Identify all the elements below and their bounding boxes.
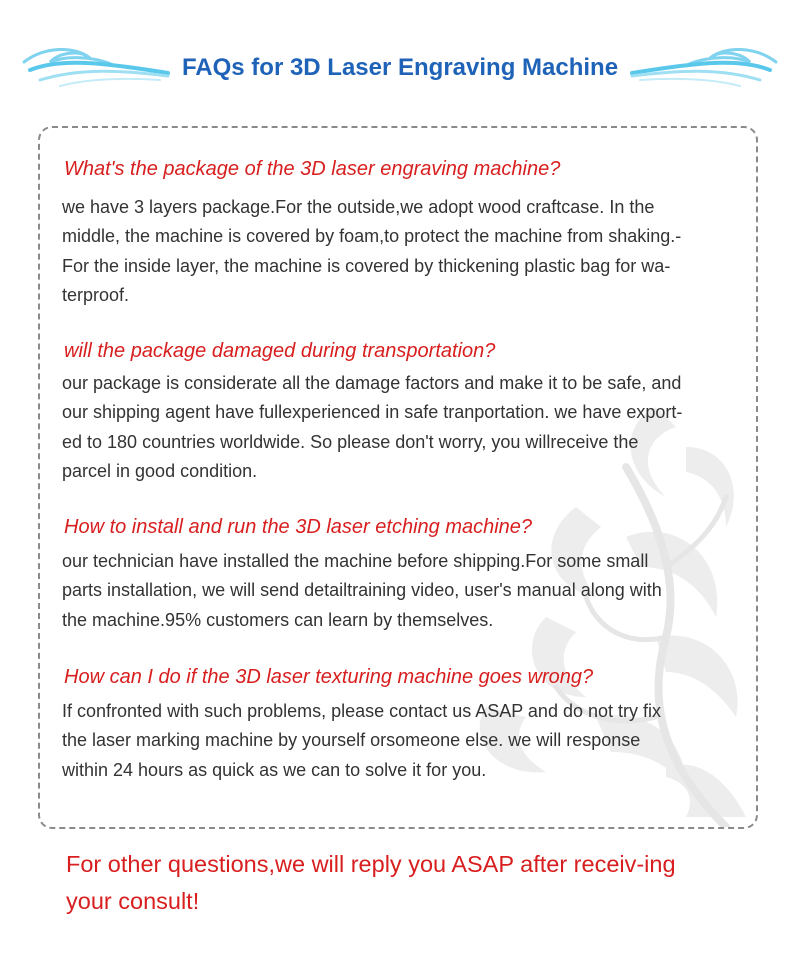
faq-answer-line: our package is considerate all the damage factors and make it to be safe, and	[62, 373, 682, 393]
faq-answer-2	[62, 369, 682, 486]
faq-answer-line: middle, the machine is covered by foam,to protect the machine from shaking.-	[62, 226, 682, 247]
footer-line: your consult!	[66, 888, 200, 914]
page-title: FAQs for 3D Laser Engraving Machine	[181, 54, 619, 81]
faq-answer-3	[62, 547, 662, 635]
faq-answer-line: ed to 180 countries worldwide. So please don't worry, you willreceive the	[62, 431, 639, 452]
faq-answer-line: For the inside layer, the machine is covered by thickening plastic bag for wa-	[62, 255, 671, 276]
faq-answer-line: our technician have installed the machine before shipping.For some small	[62, 551, 649, 571]
faq-question-2: will the package damaged during transportation?	[64, 340, 496, 362]
faq-question-1: What's the package of the 3D laser engraving machine?	[64, 158, 561, 180]
faq-question-4: How can I do if the 3D laser texturing machine goes wrong?	[64, 666, 594, 688]
faq-answer-4	[62, 697, 661, 785]
faq-answer-1	[62, 193, 681, 310]
wave-ornament-icon	[630, 40, 780, 95]
faq-answer-line: our shipping agent have fullexperienced in safe tranportation. we have export-	[62, 402, 683, 423]
footer-line: For other questions,we will reply you ASAP after receiv-ing	[66, 851, 676, 877]
faq-answer-line: parts installation, we will send detailtraining video, user's manual along with	[62, 580, 662, 601]
faq-answer-line: within 24 hours as quick as we can to solve it for you.	[62, 759, 487, 780]
faq-answer-line: we have 3 layers package.For the outside,we adopt wood craftcase. In the	[62, 197, 655, 217]
faq-answer-line: the machine.95% customers can learn by themselves.	[62, 609, 494, 630]
faq-question-3: How to install and run the 3D laser etching machine?	[64, 516, 533, 538]
footer-note	[66, 846, 676, 920]
faq-answer-line: the laser marking machine by yourself orsomeone else. we will response	[62, 730, 641, 751]
faq-answer-line: terproof.	[62, 284, 130, 305]
faq-answer-line: If confronted with such problems, please contact us ASAP and do not try fix	[62, 701, 662, 721]
faq-answer-line: parcel in good condition.	[62, 460, 258, 481]
page-header	[0, 40, 800, 95]
